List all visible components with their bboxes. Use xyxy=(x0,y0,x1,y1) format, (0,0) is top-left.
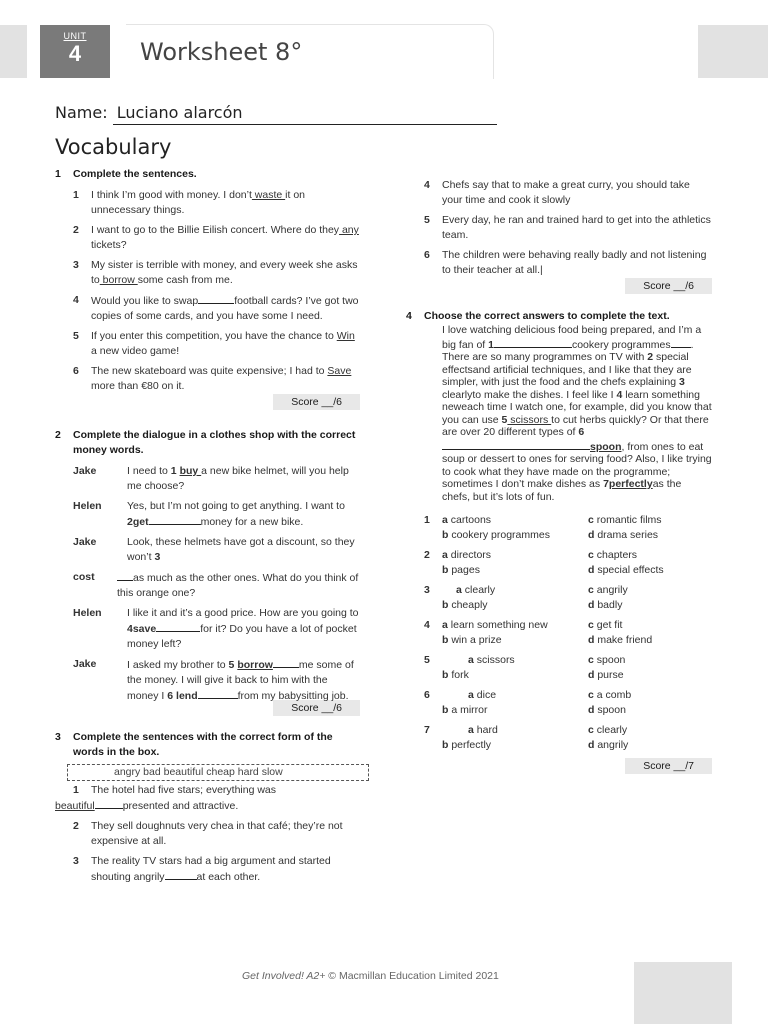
dialogue-line: Jake I asked my brother to 5 borrow me some of the money. I will give it back to him with the money I 6 lend from my babysitting job. xyxy=(73,658,354,702)
option-c[interactable]: c clearly xyxy=(588,724,628,736)
option-b[interactable]: b perfectly xyxy=(442,739,492,751)
option-d[interactable]: d drama series xyxy=(588,529,659,541)
option-a[interactable]: a cartoons xyxy=(442,514,492,526)
option-c[interactable]: c chapters xyxy=(588,549,638,561)
answer[interactable]: borrow xyxy=(99,274,138,286)
answer-blank[interactable] xyxy=(156,621,200,632)
option-a[interactable]: a directors xyxy=(442,549,492,561)
option-row: 6 a dice b a mirror c a comb d spoon xyxy=(424,689,632,716)
q1-item: 5 If you enter this competition, you have the chance to Win a new video game! xyxy=(73,330,355,357)
q3-score: Score __/6 xyxy=(625,278,712,294)
option-row: 7 a hard b perfectly c clearly d angrily xyxy=(424,724,629,751)
option-a[interactable]: a dice xyxy=(468,689,497,701)
q1-item: 3 My sister is terrible with money, and every week she asks to borrow some cash from me. xyxy=(73,259,358,286)
option-d[interactable]: d special effects xyxy=(588,564,664,576)
unit-badge xyxy=(40,25,110,78)
worksheet-title: Worksheet 8° xyxy=(140,38,303,66)
option-c[interactable]: c a comb xyxy=(588,689,632,701)
q1-item: 1 I think I’m good with money. I don’t waste it on unnecessary things. xyxy=(73,189,306,216)
name-row xyxy=(55,102,497,125)
q4-options xyxy=(406,513,712,758)
q3-item: 6 The children were behaving really badly and not listening to their teacher at all.| xyxy=(424,249,707,276)
word-box: angry bad beautiful cheap hard slow xyxy=(67,764,369,781)
q3-item: 2 They sell doughnuts very chea in that café; they’re not expensive at all. xyxy=(73,820,343,847)
option-b[interactable]: b cookery programmes xyxy=(442,529,550,541)
answer[interactable]: borrow xyxy=(237,659,273,671)
q4-text: I love watching delicious food being prepared, and I’m a big fan of 1 cookery programmes . There are so many programmes on TV with 2 special effectsand artificial techniques, and I like that they are simpler, with just the food and the chefs explaining 3 clearlyto make the dishes. I feel like I 4 learn something neweach time I watch one, for example, did you know that you can use 5 scissors to cut herbs quickly? Or that there are over 20 different types of 6 spoon, from ones to eat soup or dessert to ones for serving food? Also, I like trying to cook what they have made on the programme; sometimes I don’t make dishes as 7perfectlyas the chefs, but it’s lots of fun. xyxy=(442,324,712,503)
section-title: Vocabulary xyxy=(55,135,172,159)
q4-score: Score __/7 xyxy=(625,758,712,774)
option-row: 2 a directors b pages c chapters d special effects xyxy=(424,549,664,576)
option-d[interactable]: d make friend xyxy=(588,634,653,646)
option-d[interactable]: d angrily xyxy=(588,739,629,751)
unit-label: UNIT xyxy=(63,31,87,41)
q4-heading: 4 Choose the correct answers to complete the text. xyxy=(406,310,670,322)
q1-score: Score __/6 xyxy=(273,394,360,410)
answer[interactable]: Win xyxy=(336,330,355,342)
unit-number: 4 xyxy=(68,41,82,66)
q1-item: 6 The new skateboard was quite expensive; I had to Save more than €80 on it. xyxy=(73,365,352,392)
answer-blank[interactable] xyxy=(149,514,201,525)
answer-blank[interactable] xyxy=(117,570,133,581)
option-a[interactable]: a clearly xyxy=(456,584,496,596)
option-b[interactable]: b win a prize xyxy=(442,634,502,646)
left-column xyxy=(55,167,360,885)
option-row: 5 a scissors b fork c spoon d purse xyxy=(424,654,626,681)
option-row: 4 a learn something new b win a prize c get fit d make friend xyxy=(424,619,653,646)
dialogue-line: cost as much as the other ones. What do you think of this orange one? xyxy=(73,571,359,599)
q2-score: Score __/6 xyxy=(273,700,360,716)
q1-heading: 1 Complete the sentences. xyxy=(55,168,197,180)
footer-book-title: Get Involved! A2+ xyxy=(242,970,326,982)
name-field[interactable]: Luciano alarcón xyxy=(113,102,497,125)
option-b[interactable]: b cheaply xyxy=(442,599,488,611)
right-column xyxy=(406,178,712,774)
option-a[interactable]: a learn something new xyxy=(442,619,548,631)
option-b[interactable]: b fork xyxy=(442,669,469,681)
answer[interactable]: perfectly xyxy=(608,478,653,490)
q3-item: 1 The hotel had five stars; everything was beautiful presented and attractive. xyxy=(55,784,277,812)
option-c[interactable]: c get fit xyxy=(588,619,623,631)
answer[interactable]: beautiful xyxy=(55,800,95,812)
option-d[interactable]: d spoon xyxy=(588,704,626,716)
dialogue-line: Jake Look, these helmets have got a discount, so they won’t 3 xyxy=(73,536,355,563)
answer-blank[interactable] xyxy=(198,293,234,304)
option-a[interactable]: a scissors xyxy=(468,654,515,666)
option-b[interactable]: b pages xyxy=(442,564,480,576)
answer-blank[interactable] xyxy=(165,869,197,880)
option-a[interactable]: a hard xyxy=(468,724,498,736)
q3-item: 5 Every day, he ran and trained hard to get into the athletics team. xyxy=(424,214,711,241)
option-d[interactable]: d badly xyxy=(588,599,623,611)
option-row: 1 a cartoons b cookery programmes c romantic films d drama series xyxy=(424,514,662,541)
q3-item: 3 The reality TV stars had a big argument and started shouting angrily at each other. xyxy=(73,855,331,883)
answer[interactable]: any xyxy=(339,224,359,236)
answer-blank[interactable] xyxy=(198,688,238,699)
option-c[interactable]: c romantic films xyxy=(588,514,662,526)
q3-item: 4 Chefs say that to make a great curry, you should take your time and cook it slowly xyxy=(424,179,690,206)
name-label: Name: xyxy=(55,103,108,122)
option-b[interactable]: b a mirror xyxy=(442,704,488,716)
title-box xyxy=(126,24,494,79)
option-c[interactable]: c spoon xyxy=(588,654,626,666)
answer[interactable]: waste xyxy=(251,189,286,201)
dialogue-line: Helen I like it and it’s a good price. How are you going to 4save for it? Do you have a lot of pocket money left? xyxy=(73,607,359,650)
footer xyxy=(242,969,499,984)
footer-copyright: © Macmillan Education Limited 2021 xyxy=(325,970,499,982)
answer[interactable]: Save xyxy=(327,365,352,377)
corner-tab-right xyxy=(698,25,768,78)
dialogue-line: Helen Yes, but I’m not going to get anything. I want to 2get money for a new bike. xyxy=(73,500,345,528)
footer-tab xyxy=(634,962,732,1024)
answer[interactable]: buy xyxy=(179,465,202,477)
q1-item: 4 Would you like to swap football cards? I’ve got two copies of some cards, and you have some I need. xyxy=(73,294,359,322)
option-c[interactable]: c angrily xyxy=(588,584,628,596)
corner-tab-left xyxy=(0,25,27,78)
option-d[interactable]: d purse xyxy=(588,669,624,681)
option-row: 3 a clearly b cheaply c angrily d badly xyxy=(424,584,628,611)
answer[interactable]: spoon xyxy=(590,440,622,453)
q3-heading: 3 Complete the sentences with the correct form of the words in the box. xyxy=(55,731,333,758)
q2-heading: 2 Complete the dialogue in a clothes shop with the correct money words. xyxy=(55,429,356,456)
dialogue-line: Jake I need to 1 buy a new bike helmet, will you help me choose? xyxy=(73,465,349,492)
q1-item: 2 I want to go to the Billie Eilish concert. Where do they any tickets? xyxy=(73,224,359,251)
